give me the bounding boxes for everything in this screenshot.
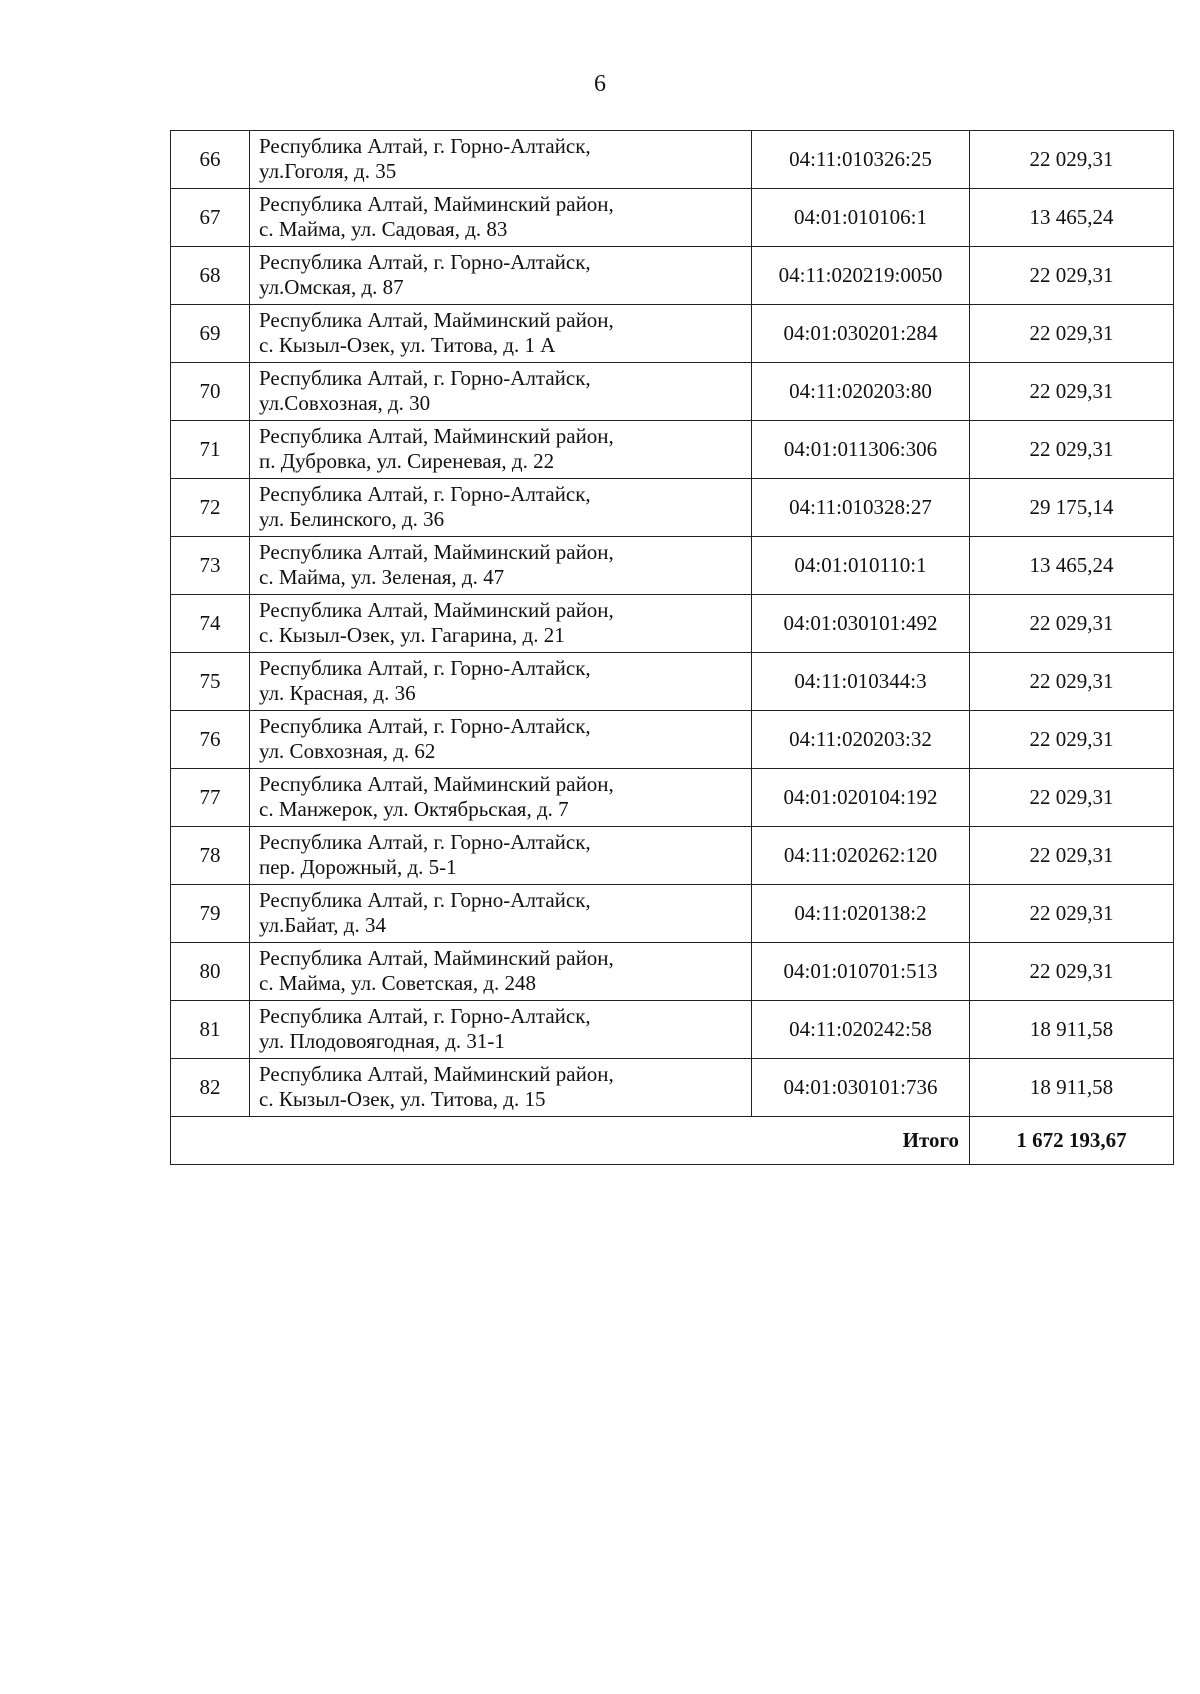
address-cell [250, 479, 752, 537]
amount: 22 029,31 [970, 247, 1174, 305]
cadastral-number: 04:01:030201:284 [752, 305, 970, 363]
address-cell [250, 247, 752, 305]
amount: 22 029,31 [970, 827, 1174, 885]
total-row [171, 1117, 1174, 1165]
cadastral-number: 04:01:010110:1 [752, 537, 970, 595]
cadastral-number: 04:01:030101:492 [752, 595, 970, 653]
address-line-2: с. Манжерок, ул. Октябрьская, д. 7 [259, 797, 569, 821]
address-cell [250, 421, 752, 479]
address-line-1: Республика Алтай, г. Горно-Алтайск, [259, 482, 591, 506]
address-line-2: пер. Дорожный, д. 5-1 [259, 855, 457, 879]
address-line-1: Республика Алтай, Майминский район, [259, 424, 614, 448]
table-row [171, 363, 1174, 421]
amount: 29 175,14 [970, 479, 1174, 537]
address-cell [250, 363, 752, 421]
amount: 13 465,24 [970, 189, 1174, 247]
address-line-2: ул. Белинского, д. 36 [259, 507, 445, 531]
amount: 22 029,31 [970, 595, 1174, 653]
total-amount: 1 672 193,67 [970, 1117, 1174, 1165]
row-number: 67 [171, 189, 250, 247]
address-line-2: ул.Гоголя, д. 35 [259, 159, 397, 183]
address-line-1: Республика Алтай, г. Горно-Алтайск, [259, 656, 591, 680]
row-number: 71 [171, 421, 250, 479]
amount: 22 029,31 [970, 131, 1174, 189]
address-line-1: Республика Алтай, Майминский район, [259, 1062, 614, 1086]
table-row [171, 827, 1174, 885]
table-row [171, 711, 1174, 769]
address-line-1: Республика Алтай, г. Горно-Алтайск, [259, 830, 591, 854]
cadastral-number: 04:01:030101:736 [752, 1059, 970, 1117]
address-line-2: ул. Совхозная, д. 62 [259, 739, 436, 763]
row-number: 66 [171, 131, 250, 189]
address-line-1: Республика Алтай, г. Горно-Алтайск, [259, 1004, 591, 1028]
amount: 22 029,31 [970, 305, 1174, 363]
table-row [171, 537, 1174, 595]
table-row [171, 943, 1174, 1001]
address-line-2: с. Кызыл-Озек, ул. Титова, д. 15 [259, 1087, 546, 1111]
row-number: 74 [171, 595, 250, 653]
row-number: 81 [171, 1001, 250, 1059]
cadastral-number: 04:11:010328:27 [752, 479, 970, 537]
address-line-1: Республика Алтай, Майминский район, [259, 308, 614, 332]
cadastral-number: 04:01:011306:306 [752, 421, 970, 479]
cadastral-number: 04:11:020203:32 [752, 711, 970, 769]
amount: 22 029,31 [970, 711, 1174, 769]
table-row [171, 1001, 1174, 1059]
address-line-1: Республика Алтай, Майминский район, [259, 598, 614, 622]
table-row [171, 1059, 1174, 1117]
address-cell [250, 943, 752, 1001]
address-cell [250, 827, 752, 885]
cadastral-number: 04:11:020262:120 [752, 827, 970, 885]
amount: 22 029,31 [970, 769, 1174, 827]
address-line-2: п. Дубровка, ул. Сиреневая, д. 22 [259, 449, 555, 473]
address-line-2: с. Кызыл-Озек, ул. Титова, д. 1 А [259, 333, 556, 357]
amount: 22 029,31 [970, 943, 1174, 1001]
table-row [171, 769, 1174, 827]
address-line-2: с. Майма, ул. Зеленая, д. 47 [259, 565, 505, 589]
address-line-2: ул.Байат, д. 34 [259, 913, 386, 937]
row-number: 82 [171, 1059, 250, 1117]
table-row [171, 131, 1174, 189]
table-row [171, 595, 1174, 653]
table-row [171, 189, 1174, 247]
row-number: 75 [171, 653, 250, 711]
address-line-1: Республика Алтай, г. Горно-Алтайск, [259, 250, 591, 274]
address-line-2: с. Кызыл-Озек, ул. Гагарина, д. 21 [259, 623, 565, 647]
cadastral-number: 04:11:020219:0050 [752, 247, 970, 305]
cadastral-number: 04:11:020242:58 [752, 1001, 970, 1059]
row-number: 70 [171, 363, 250, 421]
address-cell [250, 131, 752, 189]
address-cell [250, 537, 752, 595]
address-line-2: ул.Совхозная, д. 30 [259, 391, 431, 415]
address-line-2: ул. Красная, д. 36 [259, 681, 416, 705]
address-line-2: с. Майма, ул. Садовая, д. 83 [259, 217, 508, 241]
row-number: 79 [171, 885, 250, 943]
total-label: Итого [171, 1117, 970, 1165]
address-line-2: ул.Омская, д. 87 [259, 275, 404, 299]
cadastral-number: 04:11:010326:25 [752, 131, 970, 189]
address-line-1: Республика Алтай, Майминский район, [259, 946, 614, 970]
amount: 22 029,31 [970, 653, 1174, 711]
address-line-1: Республика Алтай, г. Горно-Алтайск, [259, 366, 591, 390]
row-number: 69 [171, 305, 250, 363]
address-line-1: Республика Алтай, Майминский район, [259, 540, 614, 564]
address-cell [250, 1059, 752, 1117]
address-cell [250, 769, 752, 827]
row-number: 77 [171, 769, 250, 827]
table-row [171, 247, 1174, 305]
address-line-2: с. Майма, ул. Советская, д. 248 [259, 971, 536, 995]
row-number: 80 [171, 943, 250, 1001]
cadastral-number: 04:11:010344:3 [752, 653, 970, 711]
amount: 18 911,58 [970, 1059, 1174, 1117]
address-cell [250, 305, 752, 363]
cadastral-number: 04:11:020138:2 [752, 885, 970, 943]
address-line-1: Республика Алтай, г. Горно-Алтайск, [259, 134, 591, 158]
address-cell [250, 1001, 752, 1059]
amount: 13 465,24 [970, 537, 1174, 595]
row-number: 76 [171, 711, 250, 769]
address-line-2: ул. Плодовоягодная, д. 31-1 [259, 1029, 505, 1053]
address-cell [250, 711, 752, 769]
row-number: 73 [171, 537, 250, 595]
table-row [171, 885, 1174, 943]
address-cell [250, 189, 752, 247]
address-cell [250, 653, 752, 711]
row-number: 72 [171, 479, 250, 537]
table-row [171, 305, 1174, 363]
address-cell [250, 595, 752, 653]
address-line-1: Республика Алтай, Майминский район, [259, 192, 614, 216]
cadastral-number: 04:01:010106:1 [752, 189, 970, 247]
amount: 18 911,58 [970, 1001, 1174, 1059]
address-line-1: Республика Алтай, г. Горно-Алтайск, [259, 888, 591, 912]
table-row [171, 479, 1174, 537]
cadastral-number: 04:11:020203:80 [752, 363, 970, 421]
address-line-1: Республика Алтай, г. Горно-Алтайск, [259, 714, 591, 738]
amount: 22 029,31 [970, 363, 1174, 421]
address-cell [250, 885, 752, 943]
cadastral-number: 04:01:020104:192 [752, 769, 970, 827]
address-line-1: Республика Алтай, Майминский район, [259, 772, 614, 796]
property-table [170, 130, 1174, 1165]
table-body [171, 131, 1174, 1165]
cadastral-number: 04:01:010701:513 [752, 943, 970, 1001]
row-number: 68 [171, 247, 250, 305]
page-number: 6 [594, 71, 606, 97]
row-number: 78 [171, 827, 250, 885]
amount: 22 029,31 [970, 421, 1174, 479]
amount: 22 029,31 [970, 885, 1174, 943]
table-row [171, 421, 1174, 479]
table-row [171, 653, 1174, 711]
